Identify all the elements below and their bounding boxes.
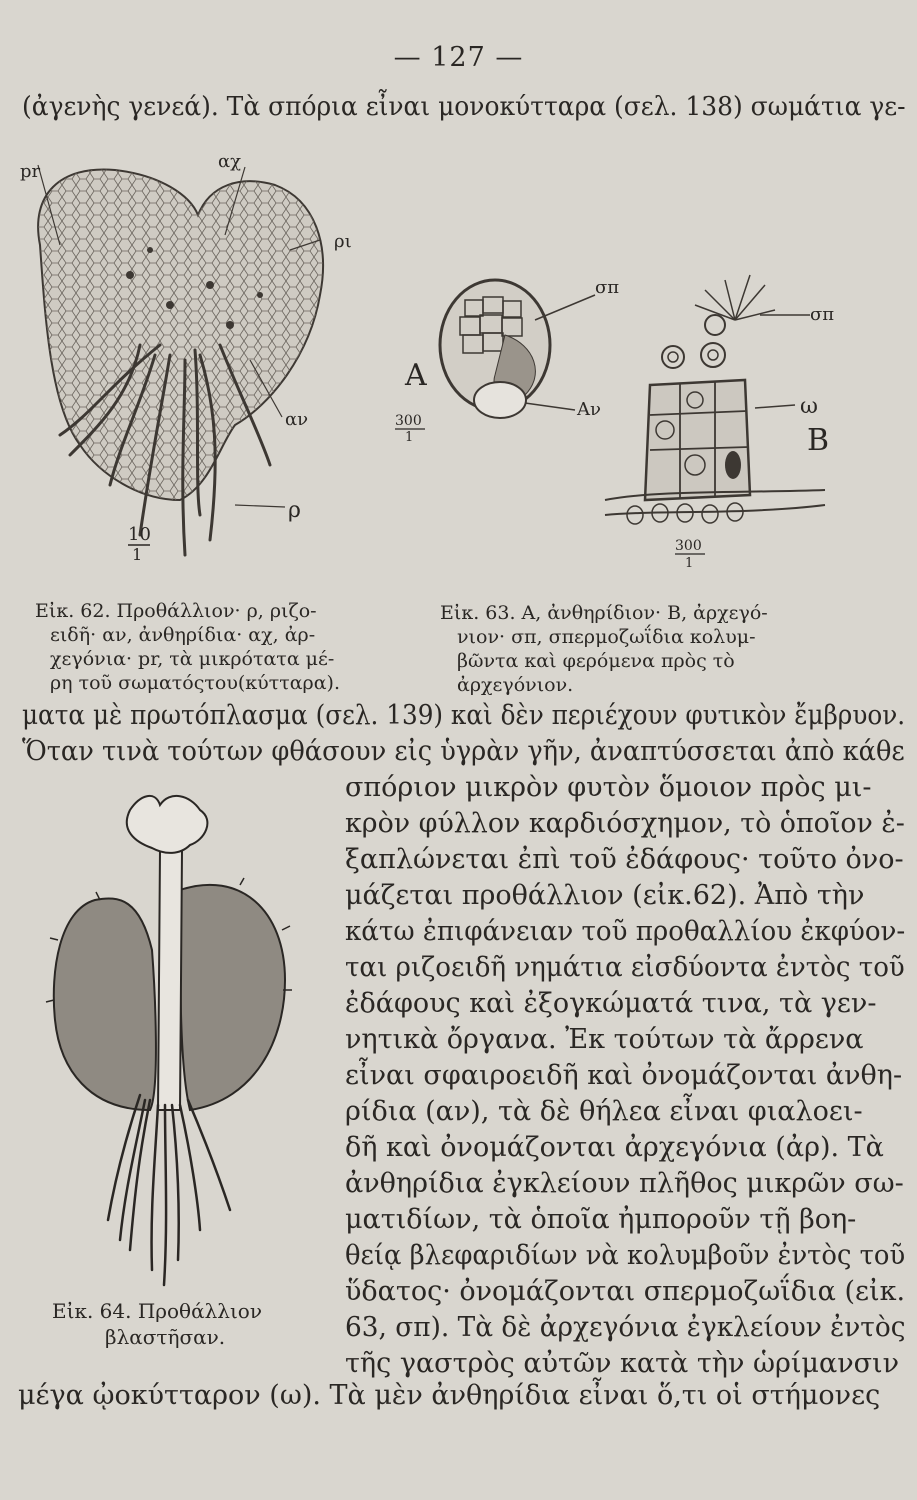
scale-A-den: 1 (405, 430, 414, 445)
text-line: θείᾳ βλεφαριδίων νὰ κολυμβοῦν ἐντὸς τοῦ (345, 1240, 906, 1271)
scale-B-den: 1 (685, 556, 694, 571)
caption-line: Εἰκ. 63. Α, ἀνθηρίδιον· Β, ἀρχεγό- (440, 602, 768, 624)
opening-line: (ἀγενὴς γενεά). Τὰ σπόρια εἶναι μονοκύτταρα (σελ. 138) σωμάτια γε- (22, 92, 906, 122)
text-line: ἀνθηρίδια ἐγκλείουν πλῆθος μικρῶν σω- (345, 1168, 904, 1199)
figure-62-prothallium (20, 151, 352, 575)
text-line: δῆ καὶ ὀνομάζονται ἀρχεγόνια (ἀρ). Τὰ (345, 1132, 884, 1163)
caption-line: ἀρχεγόνιον. (457, 674, 574, 696)
caption-line: ειδῆ· αν, ἀνθηρίδια· αχ, ἀρ- (50, 624, 316, 646)
text-line: ματιδίων, τὰ ὁποῖα ἠμποροῦν τῇ βοη- (345, 1204, 857, 1235)
text-line: ἐδάφους καὶ ἐξογκώματά τινα, τὰ γεν- (345, 988, 877, 1019)
figure-64-sprouted-prothallium (40, 790, 310, 1290)
label-sp-B: σπ (810, 304, 835, 325)
label-sp-A: σπ (595, 277, 620, 298)
text-line: εἶναι σφαιροειδῆ καὶ ὀνομάζονται ἀνθη- (345, 1060, 903, 1091)
page-number: — 127 — (393, 42, 524, 73)
caption-line: βῶντα καὶ φερόμενα πρὸς τὸ (457, 650, 735, 672)
caption-line: Εἰκ. 62. Προθάλλιον· ρ, ριζο- (35, 600, 317, 622)
label-ax: αχ (218, 151, 242, 172)
caption-line: βλαστῆσαν. (105, 1325, 226, 1349)
caption-line: ρη τοῦ σωματόςτου(κύτταρα). (50, 672, 341, 694)
scale-A: 300 (395, 413, 422, 429)
figure-63-archegonium (595, 265, 865, 575)
label-B: B (807, 423, 830, 458)
label-av: αν (285, 409, 309, 430)
text-line: ξαπλώνεται ἐπὶ τοῦ ἐδάφους· τοῦτο ὀνο- (345, 844, 904, 875)
caption-line: Εἰκ. 64. Προθάλλιον (52, 1299, 262, 1323)
caption-line: νιον· σπ, σπερμοζωΐδια κολυμ- (457, 626, 756, 648)
scale-B: 300 (675, 538, 702, 554)
text-line: νητικὰ ὄργανα. Ἐκ τούτων τὰ ἄρρενα (345, 1024, 864, 1055)
text-line: ται ριζοειδῆ νημάτια εἰσδύοντα ἐντὸς τοῦ (345, 952, 905, 983)
caption-line: χεγόνια· pr, τὰ μικρότατα μέ- (50, 648, 335, 670)
scale-62: 10 (128, 524, 151, 545)
label-av-A: Αν (577, 399, 601, 420)
text-line: ρίδια (αν), τὰ δὲ θήλεα εἶναι φιαλοει- (345, 1096, 863, 1127)
label-A: A (405, 358, 427, 393)
label-pr: pr (20, 161, 41, 182)
text-line: 63, σπ). Τὰ δὲ ἀρχεγόνια ἐγκλείουν ἐντὸς (345, 1312, 906, 1343)
text-line: τῆς γαστρὸς αὐτῶν κατὰ τὴν ὡρίμανσιν (345, 1348, 900, 1379)
text-line: ματα μὲ πρωτόπλασμα (σελ. 139) καὶ δὲν περιέχουν φυτικὸν ἔμβρυον. (22, 700, 906, 731)
text-line: μάζεται προθάλλιον (εἰκ.62). Ἀπὸ τὴν (345, 880, 865, 911)
text-line: μέγα ᾠοκύτταρον (ω). Τὰ μὲν ἀνθηρίδια εἶναι ὅ,τι οἱ στήμονες (18, 1380, 881, 1411)
text-line: σπόριον μικρὸν φυτὸν ὅμοιον πρὸς μι- (345, 772, 872, 803)
text-line: Ὅταν τινὰ τούτων φθάσουν εἰς ὑγρὰν γῆν, ἀναπτύσσεται ἀπὸ κάθε (22, 736, 905, 767)
label-pi: ρι (334, 231, 352, 252)
label-omega: ω (800, 394, 818, 419)
label-r: ρ (288, 498, 301, 523)
text-line: κρὸν φύλλον καρδιόσχημον, τὸ ὁποῖον ἐ- (345, 808, 905, 839)
scale-62-den: 1 (132, 545, 143, 564)
text-line: ὕδατος· ὀνομάζονται σπερμοζωΐδια (εἰκ. (345, 1276, 906, 1307)
text-line: κάτω ἐπιφάνειαν τοῦ προθαλλίου ἐκφύον- (345, 916, 906, 947)
